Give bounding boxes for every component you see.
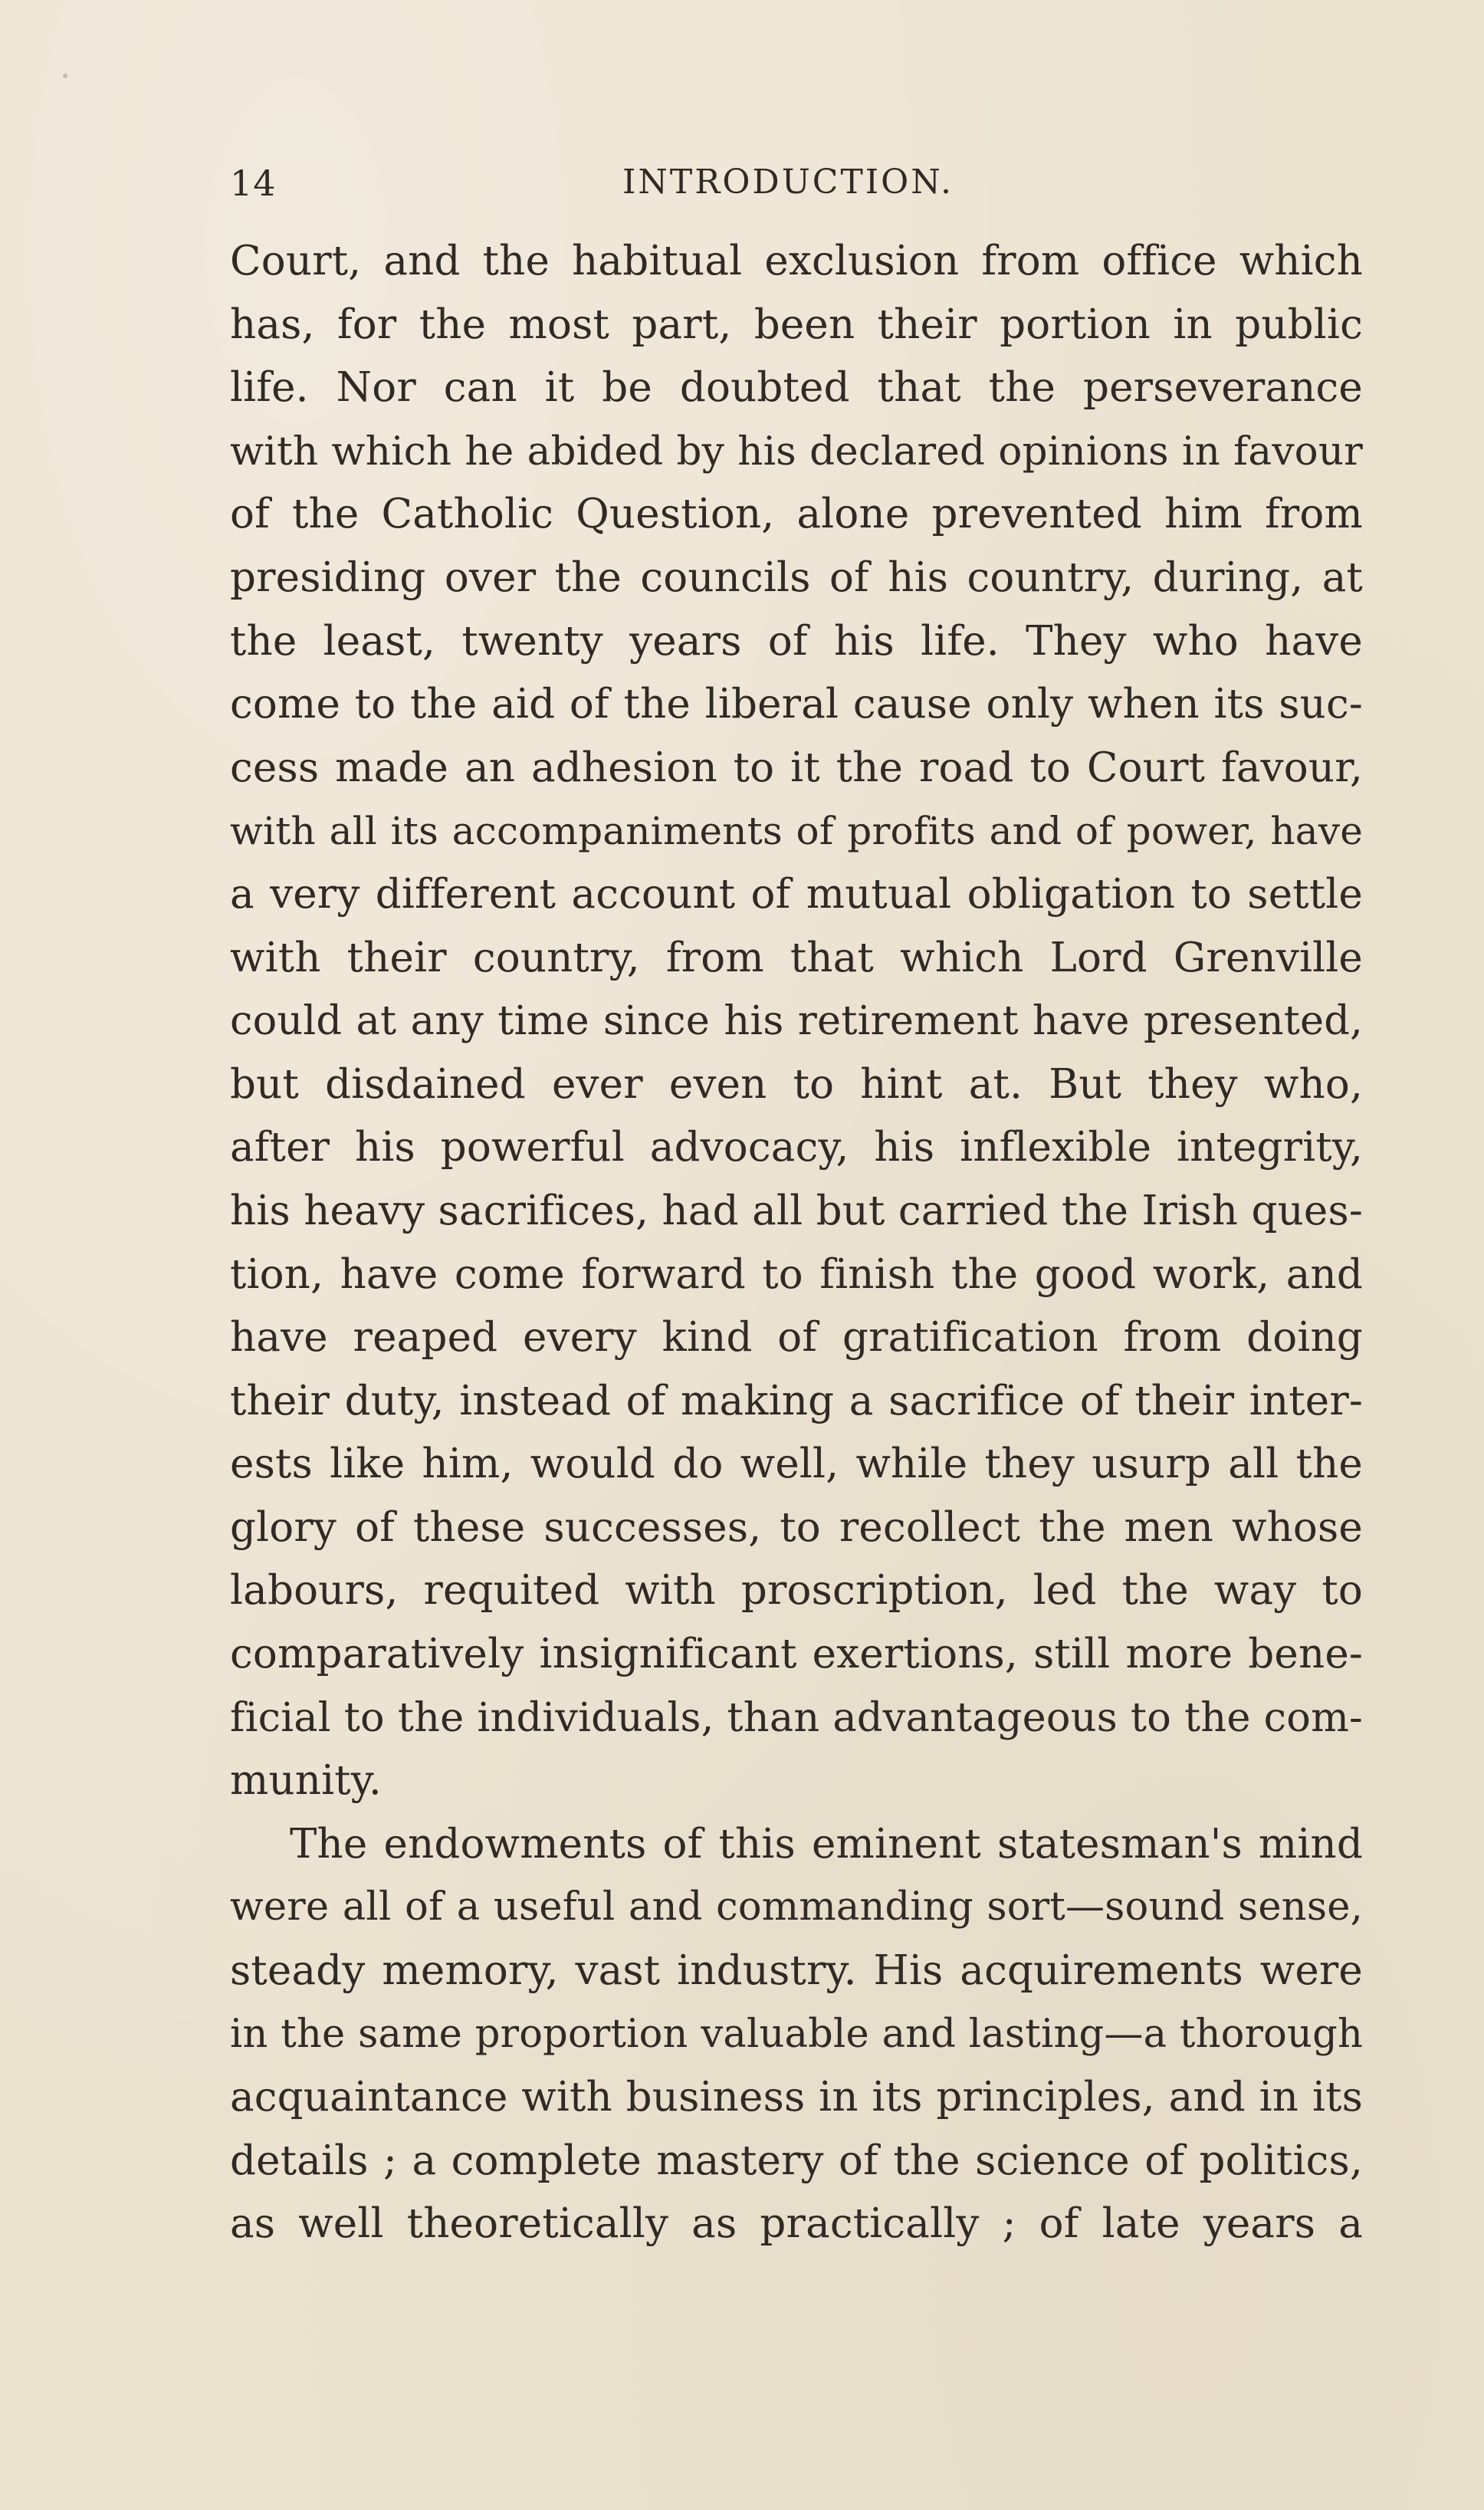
text-line: after his powerful advocacy, his inflexible integrity,	[230, 1124, 1363, 1171]
text-line: glory of these successes, to recollect the men whose	[230, 1503, 1363, 1551]
paragraph-2	[230, 1813, 1363, 2256]
text-line: a very different account of mutual obligation to settle	[230, 870, 1363, 918]
text-line: labours, requited with proscription, led the way to	[230, 1567, 1363, 1615]
paper-speck	[63, 74, 67, 78]
text-line: have reaped every kind of gratification from doing	[230, 1314, 1363, 1362]
page-number: 14	[230, 163, 277, 204]
paragraph-1	[230, 230, 1363, 1813]
text-line: ests like him, would do well, while they usurp all the	[230, 1441, 1363, 1488]
text-line: tion, have come forward to finish the good work, and	[230, 1250, 1363, 1298]
text-line: of the Catholic Question, alone prevented him from	[230, 491, 1363, 538]
text-line: munity.	[230, 1757, 382, 1805]
text-line: presiding over the councils of his country, during, at	[230, 554, 1363, 601]
text-line: were all of a useful and commanding sort—sound sense,	[230, 1884, 1363, 1930]
body-text	[230, 230, 1363, 2256]
text-line: details ; a complete mastery of the science of politics,	[230, 2137, 1363, 2184]
text-line: Court, and the habitual exclusion from office which	[230, 238, 1363, 284]
text-line: acquaintance with business in its principles, and in its	[230, 2074, 1363, 2121]
text-line: with their country, from that which Lord Grenville	[230, 934, 1363, 981]
text-line: his heavy sacrifices, had all but carried the Irish ques-	[230, 1187, 1363, 1234]
text-line: with all its accompaniments of profits and of power, have	[230, 809, 1363, 854]
text-line: could at any time since his retirement have presented,	[230, 997, 1363, 1045]
text-line: life. Nor can it be doubted that the perseverance	[230, 364, 1363, 412]
text-line: cess made an adhesion to it the road to Court favour,	[230, 744, 1363, 791]
text-line: the least, twenty years of his life. They who have	[230, 617, 1363, 665]
text-line: with which he abided by his declared opinions in favour	[230, 428, 1363, 475]
text-line: has, for the most part, been their portion in public	[230, 301, 1363, 348]
text-line: but disdained ever even to hint at. But they who,	[230, 1060, 1363, 1108]
text-line: comparatively insignificant exertions, still more bene-	[230, 1631, 1363, 1678]
text-line: as well theoretically as practically ; of late years a	[230, 2200, 1363, 2248]
text-line: The endowments of this eminent statesman's mind	[290, 1820, 1363, 1868]
text-line: steady memory, vast industry. His acquirements were	[230, 1947, 1363, 1995]
text-line: in the same proportion valuable and lasting—a thorough	[230, 2011, 1363, 2057]
text-line: their duty, instead of making a sacrifice of their inter-	[230, 1377, 1363, 1424]
running-head	[230, 163, 1363, 209]
text-line: ficial to the individuals, than advantageous to the com-	[230, 1694, 1363, 1741]
text-line: come to the aid of the liberal cause only when its suc-	[230, 681, 1363, 728]
running-title: INTRODUCTION.	[622, 163, 954, 202]
